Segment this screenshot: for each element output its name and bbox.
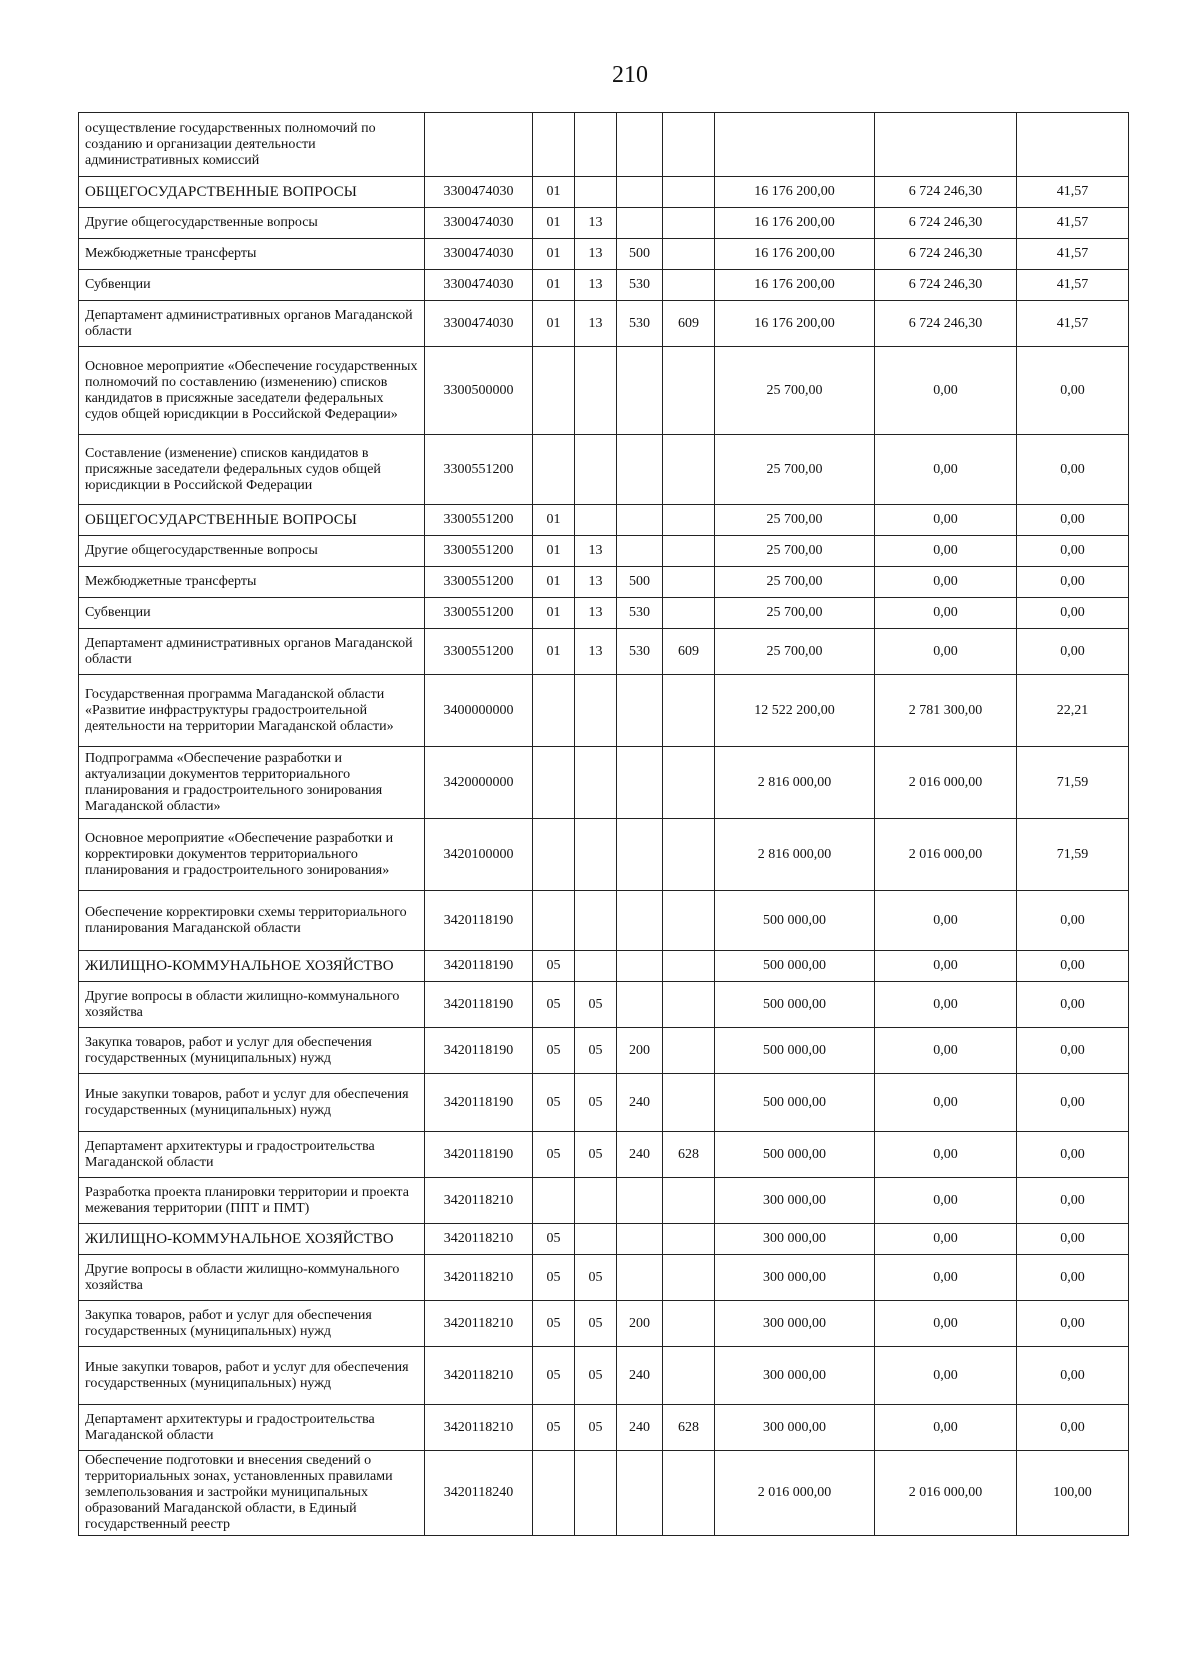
row-expense-type-cell: 240 [617,1132,663,1178]
row-section-cell [533,747,575,819]
table-row [79,891,1129,951]
row-section-cell: 01 [533,505,575,536]
table-row [79,1451,1129,1536]
row-name-cell: Другие общегосударственные вопросы [79,208,425,239]
row-plan-cell: 25 700,00 [715,435,875,505]
row-subsection-cell: 05 [575,1301,617,1347]
table-row [79,598,1129,629]
row-section-cell [533,113,575,177]
row-subsection-cell: 13 [575,598,617,629]
row-code-cell: 3420118210 [425,1224,533,1255]
row-expense-type-cell [617,819,663,891]
row-percent-cell: 0,00 [1017,1255,1129,1301]
row-admin-code-cell [663,891,715,951]
row-code-cell: 3300551200 [425,435,533,505]
row-plan-cell: 16 176 200,00 [715,270,875,301]
row-expense-type-cell: 240 [617,1074,663,1132]
row-percent-cell: 41,57 [1017,301,1129,347]
row-code-cell: 3420118190 [425,951,533,982]
row-name-cell: Иные закупки товаров, работ и услуг для обеспечения государственных (муниципальных) нужд [79,1347,425,1405]
row-percent-cell: 0,00 [1017,567,1129,598]
row-admin-code-cell [663,536,715,567]
row-code-cell: 3300500000 [425,347,533,435]
row-name-cell: Департамент административных органов Магаданской области [79,301,425,347]
table-row [79,347,1129,435]
row-plan-cell: 300 000,00 [715,1347,875,1405]
row-admin-code-cell: 628 [663,1405,715,1451]
row-percent-cell: 71,59 [1017,819,1129,891]
row-code-cell: 3300474030 [425,208,533,239]
row-name-cell: Департамент архитектуры и градостроительства Магаданской области [79,1132,425,1178]
row-code-cell: 3300474030 [425,239,533,270]
row-exec-cell: 6 724 246,30 [875,239,1017,270]
row-section-cell: 05 [533,951,575,982]
row-percent-cell: 41,57 [1017,239,1129,270]
row-expense-type-cell: 200 [617,1301,663,1347]
row-code-cell: 3420118210 [425,1347,533,1405]
row-plan-cell: 2 816 000,00 [715,747,875,819]
row-expense-type-cell [617,177,663,208]
row-subsection-cell: 13 [575,629,617,675]
row-section-cell: 01 [533,536,575,567]
row-percent-cell: 100,00 [1017,1451,1129,1536]
row-percent-cell: 0,00 [1017,1074,1129,1132]
row-section-cell [533,347,575,435]
row-expense-type-cell [617,505,663,536]
row-plan-cell: 25 700,00 [715,598,875,629]
row-expense-type-cell [617,347,663,435]
row-code-cell: 3300474030 [425,177,533,208]
row-plan-cell: 300 000,00 [715,1405,875,1451]
row-plan-cell: 16 176 200,00 [715,208,875,239]
row-expense-type-cell: 530 [617,629,663,675]
row-section-cell: 01 [533,177,575,208]
row-expense-type-cell: 530 [617,598,663,629]
row-expense-type-cell [617,1255,663,1301]
row-expense-type-cell: 240 [617,1347,663,1405]
row-expense-type-cell [617,536,663,567]
row-plan-cell: 500 000,00 [715,1028,875,1074]
row-name-cell: ОБЩЕГОСУДАРСТВЕННЫЕ ВОПРОСЫ [79,177,425,208]
row-subsection-cell [575,1178,617,1224]
row-plan-cell: 2 816 000,00 [715,819,875,891]
row-admin-code-cell [663,1074,715,1132]
row-exec-cell: 0,00 [875,1301,1017,1347]
row-plan-cell: 300 000,00 [715,1301,875,1347]
row-section-cell: 01 [533,270,575,301]
table-row [79,435,1129,505]
row-percent-cell: 0,00 [1017,1178,1129,1224]
row-exec-cell: 6 724 246,30 [875,301,1017,347]
row-code-cell: 3420118210 [425,1255,533,1301]
row-name-cell: Составление (изменение) списков кандидатов в присяжные заседатели федеральных судов общей юрисдикции в Российской Федерации [79,435,425,505]
row-subsection-cell [575,505,617,536]
row-admin-code-cell [663,177,715,208]
table-row [79,951,1129,982]
row-exec-cell: 0,00 [875,1028,1017,1074]
row-plan-cell: 25 700,00 [715,567,875,598]
table-row [79,629,1129,675]
row-expense-type-cell [617,435,663,505]
row-exec-cell: 0,00 [875,1224,1017,1255]
row-admin-code-cell [663,1028,715,1074]
row-name-cell: Закупка товаров, работ и услуг для обеспечения государственных (муниципальных) нужд [79,1301,425,1347]
row-exec-cell: 0,00 [875,951,1017,982]
table-row [79,1074,1129,1132]
row-name-cell: Субвенции [79,270,425,301]
table-row [79,239,1129,270]
row-code-cell: 3420118190 [425,1028,533,1074]
row-plan-cell [715,113,875,177]
row-exec-cell: 6 724 246,30 [875,208,1017,239]
row-percent-cell: 0,00 [1017,982,1129,1028]
row-exec-cell: 0,00 [875,1347,1017,1405]
row-code-cell: 3420118210 [425,1405,533,1451]
row-name-cell: ЖИЛИЩНО-КОММУНАЛЬНОЕ ХОЗЯЙСТВО [79,1224,425,1255]
row-expense-type-cell [617,1224,663,1255]
row-plan-cell: 12 522 200,00 [715,675,875,747]
row-name-cell: ОБЩЕГОСУДАРСТВЕННЫЕ ВОПРОСЫ [79,505,425,536]
row-code-cell: 3420100000 [425,819,533,891]
row-section-cell: 01 [533,629,575,675]
row-exec-cell: 6 724 246,30 [875,270,1017,301]
row-name-cell: Субвенции [79,598,425,629]
row-admin-code-cell [663,982,715,1028]
row-exec-cell: 0,00 [875,505,1017,536]
row-percent-cell: 0,00 [1017,1028,1129,1074]
row-code-cell: 3300474030 [425,301,533,347]
row-name-cell: ЖИЛИЩНО-КОММУНАЛЬНОЕ ХОЗЯЙСТВО [79,951,425,982]
row-code-cell: 3300551200 [425,598,533,629]
row-section-cell [533,1178,575,1224]
row-exec-cell [875,113,1017,177]
table-row [79,1224,1129,1255]
row-admin-code-cell [663,1255,715,1301]
row-code-cell: 3420118190 [425,982,533,1028]
row-code-cell [425,113,533,177]
row-expense-type-cell [617,747,663,819]
row-name-cell: Межбюджетные трансферты [79,239,425,270]
row-section-cell: 05 [533,1405,575,1451]
table-row [79,1178,1129,1224]
table-row [79,675,1129,747]
row-section-cell [533,675,575,747]
row-subsection-cell [575,435,617,505]
row-code-cell: 3420118210 [425,1178,533,1224]
row-name-cell: Закупка товаров, работ и услуг для обеспечения государственных (муниципальных) нужд [79,1028,425,1074]
row-subsection-cell: 05 [575,1132,617,1178]
row-expense-type-cell: 530 [617,301,663,347]
row-section-cell: 01 [533,239,575,270]
row-name-cell: Основное мероприятие «Обеспечение государственных полномочий по составлению (изменению) списков кандидатов в присяжные заседатели федеральных судов общей юрисдикции в Российской Федерации» [79,347,425,435]
row-exec-cell: 0,00 [875,1074,1017,1132]
row-subsection-cell [575,1451,617,1536]
row-name-cell: Другие общегосударственные вопросы [79,536,425,567]
row-admin-code-cell [663,1301,715,1347]
row-section-cell: 05 [533,1028,575,1074]
row-expense-type-cell [617,208,663,239]
row-name-cell: Иные закупки товаров, работ и услуг для обеспечения государственных (муниципальных) нужд [79,1074,425,1132]
row-name-cell: Подпрограмма «Обеспечение разработки и актуализации документов территориального планирования и градостроительного зонирования Магаданской области» [79,747,425,819]
table-row [79,1347,1129,1405]
row-expense-type-cell: 500 [617,239,663,270]
row-code-cell: 3300474030 [425,270,533,301]
row-admin-code-cell [663,819,715,891]
row-exec-cell: 0,00 [875,567,1017,598]
row-percent-cell: 0,00 [1017,347,1129,435]
row-exec-cell: 2 016 000,00 [875,747,1017,819]
row-admin-code-cell [663,675,715,747]
table-row [79,1255,1129,1301]
row-admin-code-cell [663,747,715,819]
row-admin-code-cell [663,951,715,982]
row-plan-cell: 25 700,00 [715,347,875,435]
row-percent-cell: 71,59 [1017,747,1129,819]
row-plan-cell: 500 000,00 [715,951,875,982]
row-expense-type-cell [617,113,663,177]
row-plan-cell: 500 000,00 [715,1074,875,1132]
row-subsection-cell: 13 [575,239,617,270]
row-section-cell: 05 [533,982,575,1028]
row-percent-cell: 0,00 [1017,1347,1129,1405]
row-name-cell: Другие вопросы в области жилищно-коммунального хозяйства [79,1255,425,1301]
row-percent-cell: 0,00 [1017,951,1129,982]
row-percent-cell: 41,57 [1017,177,1129,208]
row-plan-cell: 25 700,00 [715,505,875,536]
row-plan-cell: 300 000,00 [715,1178,875,1224]
table-row [79,536,1129,567]
row-code-cell: 3420118190 [425,1132,533,1178]
table-row [79,177,1129,208]
table-row [79,208,1129,239]
row-section-cell: 05 [533,1347,575,1405]
budget-table [78,112,1129,1536]
row-exec-cell: 0,00 [875,1255,1017,1301]
row-name-cell: Разработка проекта планировки территории и проекта межевания территории (ППТ и ПМТ) [79,1178,425,1224]
row-exec-cell: 2 016 000,00 [875,1451,1017,1536]
row-plan-cell: 16 176 200,00 [715,239,875,270]
row-plan-cell: 300 000,00 [715,1255,875,1301]
row-subsection-cell: 13 [575,301,617,347]
row-expense-type-cell [617,675,663,747]
table-row [79,1301,1129,1347]
row-expense-type-cell [617,891,663,951]
row-expense-type-cell: 500 [617,567,663,598]
row-admin-code-cell [663,1451,715,1536]
row-subsection-cell [575,177,617,208]
row-exec-cell: 2 781 300,00 [875,675,1017,747]
row-subsection-cell: 05 [575,1347,617,1405]
row-admin-code-cell [663,208,715,239]
row-subsection-cell: 05 [575,1028,617,1074]
row-percent-cell: 0,00 [1017,598,1129,629]
row-percent-cell: 0,00 [1017,1224,1129,1255]
row-plan-cell: 25 700,00 [715,629,875,675]
row-code-cell: 3400000000 [425,675,533,747]
row-subsection-cell [575,113,617,177]
row-subsection-cell: 05 [575,1074,617,1132]
row-percent-cell: 0,00 [1017,1132,1129,1178]
row-exec-cell: 2 016 000,00 [875,819,1017,891]
table-row [79,819,1129,891]
row-code-cell: 3420000000 [425,747,533,819]
row-name-cell: Департамент административных органов Магаданской области [79,629,425,675]
row-percent-cell: 0,00 [1017,629,1129,675]
table-row [79,270,1129,301]
row-subsection-cell [575,675,617,747]
row-section-cell [533,1451,575,1536]
row-admin-code-cell [663,239,715,270]
row-subsection-cell: 13 [575,208,617,239]
row-section-cell: 01 [533,208,575,239]
row-exec-cell: 0,00 [875,435,1017,505]
row-subsection-cell [575,891,617,951]
row-admin-code-cell [663,1178,715,1224]
row-exec-cell: 0,00 [875,629,1017,675]
row-percent-cell [1017,113,1129,177]
row-admin-code-cell [663,1224,715,1255]
row-subsection-cell: 13 [575,536,617,567]
row-plan-cell: 500 000,00 [715,982,875,1028]
row-exec-cell: 0,00 [875,1132,1017,1178]
row-plan-cell: 500 000,00 [715,891,875,951]
row-admin-code-cell [663,113,715,177]
row-section-cell: 01 [533,301,575,347]
row-name-cell: Обеспечение корректировки схемы территориального планирования Магаданской области [79,891,425,951]
row-percent-cell: 22,21 [1017,675,1129,747]
row-exec-cell: 0,00 [875,598,1017,629]
row-exec-cell: 0,00 [875,982,1017,1028]
row-admin-code-cell [663,435,715,505]
row-code-cell: 3300551200 [425,505,533,536]
table-row [79,567,1129,598]
row-percent-cell: 0,00 [1017,1301,1129,1347]
row-code-cell: 3420118240 [425,1451,533,1536]
table-row [79,1028,1129,1074]
table-row [79,1405,1129,1451]
table-row [79,113,1129,177]
row-name-cell: Основное мероприятие «Обеспечение разработки и корректировки документов территориального планирования и градостроительного зонирования» [79,819,425,891]
row-admin-code-cell: 609 [663,301,715,347]
row-name-cell: Другие вопросы в области жилищно-коммунального хозяйства [79,982,425,1028]
row-admin-code-cell [663,598,715,629]
row-section-cell: 01 [533,567,575,598]
row-admin-code-cell: 628 [663,1132,715,1178]
row-exec-cell: 0,00 [875,1405,1017,1451]
row-name-cell: Государственная программа Магаданской области «Развитие инфраструктуры градостроительной деятельности на территории Магаданской области» [79,675,425,747]
row-admin-code-cell: 609 [663,629,715,675]
row-expense-type-cell: 200 [617,1028,663,1074]
row-expense-type-cell: 240 [617,1405,663,1451]
row-section-cell: 05 [533,1132,575,1178]
row-subsection-cell: 13 [575,567,617,598]
row-code-cell: 3420118190 [425,1074,533,1132]
row-subsection-cell [575,347,617,435]
row-subsection-cell [575,747,617,819]
row-admin-code-cell [663,567,715,598]
row-subsection-cell: 05 [575,1405,617,1451]
row-section-cell [533,891,575,951]
row-exec-cell: 0,00 [875,536,1017,567]
row-expense-type-cell [617,1178,663,1224]
table-row [79,505,1129,536]
row-exec-cell: 0,00 [875,1178,1017,1224]
row-code-cell: 3300551200 [425,536,533,567]
row-section-cell: 05 [533,1224,575,1255]
row-subsection-cell [575,819,617,891]
row-section-cell [533,819,575,891]
row-subsection-cell [575,1224,617,1255]
row-percent-cell: 41,57 [1017,208,1129,239]
row-percent-cell: 0,00 [1017,435,1129,505]
table-row [79,747,1129,819]
row-percent-cell: 0,00 [1017,891,1129,951]
row-plan-cell: 300 000,00 [715,1224,875,1255]
page-number: 210 [612,62,648,88]
row-percent-cell: 0,00 [1017,505,1129,536]
row-name-cell: Межбюджетные трансферты [79,567,425,598]
row-percent-cell: 0,00 [1017,1405,1129,1451]
row-section-cell [533,435,575,505]
row-name-cell: Обеспечение подготовки и внесения сведений о территориальных зонах, установленных правилами землепользования и застройки муниципальных образований Магаданской области, в Единый государственный реестр [79,1451,425,1536]
row-admin-code-cell [663,1347,715,1405]
row-expense-type-cell: 530 [617,270,663,301]
row-plan-cell: 500 000,00 [715,1132,875,1178]
row-name-cell: Департамент архитектуры и градостроительства Магаданской области [79,1405,425,1451]
row-code-cell: 3300551200 [425,629,533,675]
row-plan-cell: 2 016 000,00 [715,1451,875,1536]
row-expense-type-cell [617,951,663,982]
row-section-cell: 05 [533,1255,575,1301]
row-percent-cell: 0,00 [1017,536,1129,567]
row-plan-cell: 16 176 200,00 [715,301,875,347]
row-subsection-cell [575,951,617,982]
row-subsection-cell: 05 [575,1255,617,1301]
row-section-cell: 05 [533,1074,575,1132]
row-section-cell: 05 [533,1301,575,1347]
row-subsection-cell: 13 [575,270,617,301]
row-expense-type-cell [617,982,663,1028]
row-section-cell: 01 [533,598,575,629]
row-code-cell: 3420118190 [425,891,533,951]
row-exec-cell: 6 724 246,30 [875,177,1017,208]
row-code-cell: 3300551200 [425,567,533,598]
row-plan-cell: 16 176 200,00 [715,177,875,208]
row-name-cell: осуществление государственных полномочий по созданию и организации деятельности административных комиссий [79,113,425,177]
row-admin-code-cell [663,347,715,435]
table-row [79,982,1129,1028]
row-admin-code-cell [663,270,715,301]
row-expense-type-cell [617,1451,663,1536]
row-plan-cell: 25 700,00 [715,536,875,567]
row-code-cell: 3420118210 [425,1301,533,1347]
row-subsection-cell: 05 [575,982,617,1028]
row-admin-code-cell [663,505,715,536]
table-row [79,1132,1129,1178]
row-exec-cell: 0,00 [875,891,1017,951]
table-row [79,301,1129,347]
row-exec-cell: 0,00 [875,347,1017,435]
row-percent-cell: 41,57 [1017,270,1129,301]
